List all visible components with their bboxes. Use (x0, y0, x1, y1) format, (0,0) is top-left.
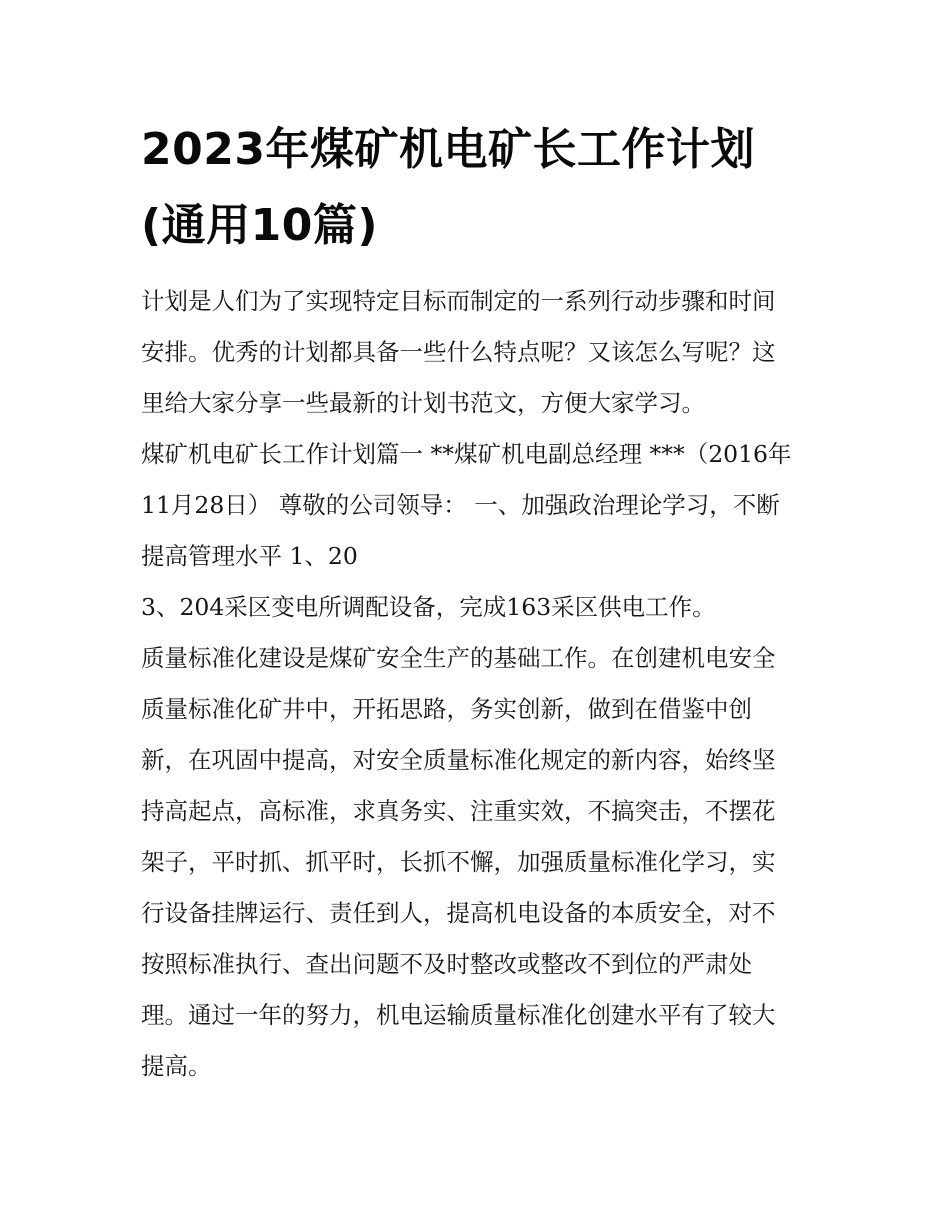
body-line-15: 理。通过一年的努力，机电运输质量标准化创建水平有了较大 (141, 1001, 776, 1029)
body-line-7: 3、204采区变电所调配设备，完成163采区供电工作。 (141, 593, 716, 621)
document-body (141, 276, 821, 1092)
body-line-16: 提高。 (141, 1052, 212, 1080)
body-line-2: 安排。优秀的计划都具备一些什么特点呢？又该怎么写呢？这 (141, 338, 776, 366)
document-title (141, 112, 821, 264)
body-line-6: 提高管理水平 1、20 (141, 542, 358, 570)
title-line-1: 2023年煤矿机电矿长工作计划 (141, 124, 755, 175)
body-line-9: 质量标准化矿井中，开拓思路，务实创新，做到在借鉴中创 (141, 695, 752, 723)
body-line-10: 新，在巩固中提高，对安全质量标准化规定的新内容，始终坚 (141, 746, 776, 774)
body-line-8: 质量标准化建设是煤矿安全生产的基础工作。在创建机电安全 (141, 644, 776, 672)
body-line-5: 11月28日） 尊敬的公司领导： 一、加强政治理论学习，不断 (141, 491, 780, 519)
body-line-13: 行设备挂牌运行、责任到人，提高机电设备的本质安全，对不 (141, 899, 776, 927)
body-line-4: 煤矿机电矿长工作计划篇一 **煤矿机电副总经理 ***（2016年 (141, 440, 792, 468)
body-line-1: 计划是人们为了实现特定目标而制定的一系列行动步骤和时间 (141, 287, 776, 315)
body-line-11: 持高起点，高标准，求真务实、注重实效，不搞突击，不摆花 (141, 797, 776, 825)
body-line-12: 架子，平时抓、抓平时，长抓不懈，加强质量标准化学习，实 (141, 848, 776, 876)
document-page (141, 112, 821, 1092)
body-line-3: 里给大家分享一些最新的计划书范文，方便大家学习。 (141, 389, 705, 417)
body-line-14: 按照标准执行、查出问题不及时整改或整改不到位的严肃处 (141, 950, 752, 978)
title-line-2: (通用10篇) (141, 200, 378, 251)
